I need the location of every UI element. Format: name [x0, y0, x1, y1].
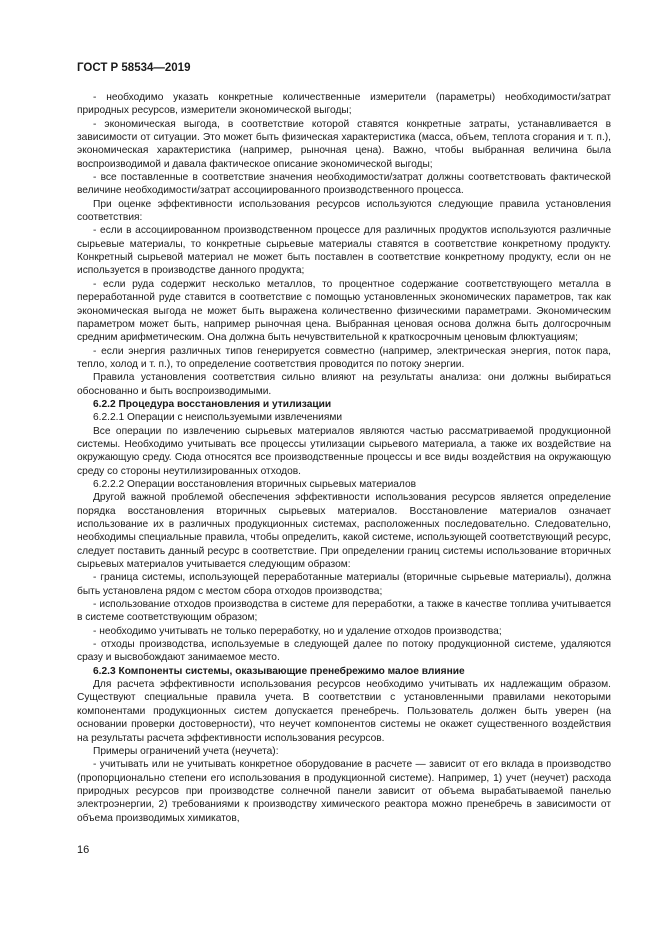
document-body [77, 91, 611, 825]
paragraph: Для расчета эффективности использования ресурсов необходимо учитывать их надлежащим образом. Существуют специальные правила учета. В соответствии с установленными правилами некоторыми компонентами продукционных систем допускается пренебречь. Пользователь должен быть уверен (на основании проверки достоверности), что неучет компонентов системы не окажет существенного воздействия на результаты расчета эффективности использования ресурсов. [77, 679, 611, 744]
document-header: ГОСТ Р 58534—2019 [77, 62, 191, 74]
paragraph: - экономическая выгода, в соответствие которой ставятся конкретные затраты, устанавливается в зависимости от ситуации. Это может быть физическая характеристика (масса, объем, теплота сгорания и т. п.), экономическая характеристика (например, рыночная цена). Важно, чтобы выбранная величина была воспроизводимой и давала фактическое описание экономической выгоды; [77, 118, 611, 170]
paragraph: Правила установления соответствия сильно влияют на результаты анализа: они должны выбираться обоснованно и быть воспроизводимыми. [77, 372, 611, 397]
paragraph: Примеры ограничений учета (неучета): [93, 745, 279, 757]
paragraph: - учитывать или не учитывать конкретное оборудование в расчете — зависит от его вклада в производство (пропорционально степени его использования в продукционной системе). Например, 1) учет (неучет) расхода природных ресурсов при производстве солнечной панели зависит от объема вырабатываемой панелью электроэнергии, 2) требованиями к производству химического реактора можно пренебречь в зависимости от объема производимых химикатов, [77, 759, 611, 824]
paragraph: Другой важной проблемой обеспечения эффективности использования ресурсов является определение порядка восстановления вторичных сырьевых материалов. Восстановление материалов означает использование их в различных продукционных системах, расположенных последовательно. Следовательно, необходимы специальные правила, чтобы определить, какой системе, использующей соответствующий ресурс, следует поставить данный ресурс в соответствие. При определении границ системы использование вторичных сырьевых материалов учитывается следующим образом: [77, 492, 611, 571]
section-heading: 6.2.3 Компоненты системы, оказывающие пренебрежимо малое влияние [93, 665, 465, 677]
paragraph: При оценке эффективности использования ресурсов используются следующие правила установления соответствия: [77, 198, 611, 224]
paragraph: 6.2.2.2 Операции восстановления вторичных сырьевых материалов [93, 478, 417, 490]
paragraph: - если энергия различных типов генерируется совместно (например, электрическая энергия, поток пара, тепло, холод и т. п.), то определение соответствия проводится по потоку энергии. [77, 345, 611, 370]
paragraph: 6.2.2.1 Операции с неиспользуемыми извлечениями [93, 412, 343, 424]
paragraph: - необходимо учитывать не только переработку, но и удаление отходов производства; [93, 625, 502, 637]
paragraph: Все операции по извлечению сырьевых материалов являются частью рассматриваемой продукционной системы. Необходимо учитывать все процессы утилизации сырьевого материала, а также их воздействие на окружающую среду. Сюда относятся все производственные процессы и все виды воздействия на окружающую среду со стороны неутилизированных отходов. [77, 425, 611, 477]
page-number: 16 [77, 844, 90, 856]
paragraph: - использование отходов производства в системе для переработки, а также в качестве топлива учитывается в системе соответствующим образом; [77, 599, 611, 624]
section-heading: 6.2.2 Процедура восстановления и утилизации [93, 398, 332, 410]
paragraph: - если руда содержит несколько металлов, то процентное содержание соответствующего металла в переработанной руде ставится в соответствие с помощью установленных экономических параметров, так как экономическая выгода не может быть выражена количественно физическими параметрами. Экономическим параметром может быть, например рыночная цена. Выбранная ценовая основа должна быть долгосрочным средним арифметическим. Она должна быть нечувствительной к краткосрочным ценовым флюктуациям; [77, 278, 611, 344]
paragraph: - граница системы, использующей переработанные материалы (вторичные сырьевые материалы), должна быть установлена рядом с местом сбора отходов производства; [77, 572, 611, 597]
paragraph: - отходы производства, используемые в следующей далее по потоку продукционной системе, удаляются сразу и высвобождают занимаемое место. [77, 639, 611, 664]
paragraph: - если в ассоциированном производственном процессе для различных продуктов используются различные сырьевые материалы, то конкретные сырьевые материалы ставятся в соответствие конкретному продукту. Конкретный сырьевой материал не может быть поставлен в соответствие конкретному продукту, если он не используется в производстве данного продукта; [77, 225, 611, 277]
paragraph: - все поставленные в соответствие значения необходимости/затрат должны соответствовать фактической величине необходимости/затрат ассоциированного производственного процесса. [77, 172, 611, 197]
paragraph: - необходимо указать конкретные количественные измерители (параметры) необходимости/затрат природных ресурсов, измерители экономической выгоды; [77, 92, 611, 117]
